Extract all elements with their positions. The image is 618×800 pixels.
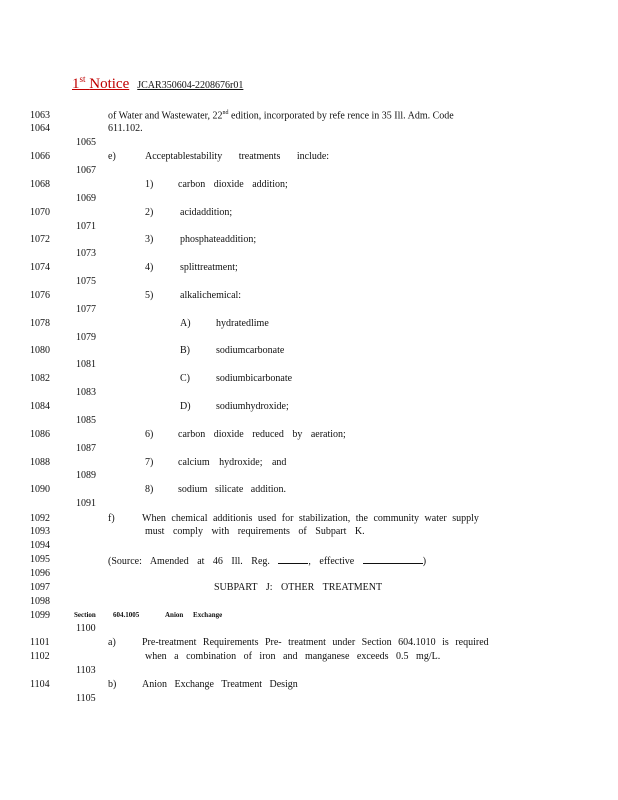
item-text: must comply with requirements of Subpart K. [145, 526, 365, 537]
item-text: Anion Exchange Treatment Design [142, 679, 298, 690]
section-title: Anion Exchange [165, 611, 223, 619]
line-number: 1097 [30, 582, 50, 593]
item-text: splittreatment; [180, 262, 238, 273]
body-line: of Water and Wastewater, 22nd edition, incorporated by refe rence in 35 Ill. Adm. Code [108, 110, 454, 122]
subitem-number: D) [180, 401, 191, 412]
line-number: 1077 [76, 304, 96, 315]
subitem-text: sodiumbicarbonate [216, 373, 293, 384]
item-label: f) [108, 513, 115, 524]
subitem-text: sodiumcarbonate [216, 345, 285, 356]
item-number: 6) [145, 429, 154, 440]
line-number: 1066 [30, 151, 50, 162]
notice-label: 1st Notice [72, 74, 130, 92]
line-number: 1103 [76, 665, 96, 676]
line-number: 1071 [76, 221, 96, 232]
line-number: 1069 [76, 193, 96, 204]
line-number: 1067 [76, 165, 96, 176]
line-number: 1099 [30, 610, 50, 621]
item-text: alkalichemical: [180, 290, 242, 301]
line-number: 1076 [30, 290, 50, 301]
line-number: 1096 [30, 568, 50, 579]
item-number: 5) [145, 290, 154, 301]
subitem-number: C) [180, 373, 190, 384]
item-text: carbon dioxide addition; [178, 179, 288, 190]
line-number: 1086 [30, 429, 50, 440]
section-number: 604.1005 [113, 611, 140, 619]
line-number: 1082 [30, 373, 50, 384]
notice-header [72, 74, 243, 93]
line-number: 1104 [30, 679, 50, 690]
line-number: 1070 [30, 207, 50, 218]
item-text: Acceptablestability treatments include: [145, 151, 330, 162]
item-text: carbon dioxide reduced by aeration; [178, 429, 346, 440]
line-number: 1087 [76, 443, 96, 454]
item-number: 7) [145, 457, 154, 468]
section-label: Section [74, 611, 96, 619]
item-number: 3) [145, 234, 154, 245]
item-number: 1) [145, 179, 154, 190]
line-number: 1095 [30, 554, 50, 565]
line-number: 1074 [30, 262, 50, 273]
item-text: Pre-treatment Requirements Pre- treatment under Section 604.1010 is required [142, 637, 489, 648]
line-number: 1073 [76, 248, 96, 259]
line-number: 1090 [30, 484, 50, 495]
item-text: calcium hydroxide; and [178, 457, 287, 468]
line-number: 1065 [76, 137, 96, 148]
item-number: 4) [145, 262, 154, 273]
item-label: a) [108, 637, 116, 648]
line-number: 1083 [76, 387, 96, 398]
line-number: 1063 [30, 110, 50, 121]
line-number: 1064 [30, 123, 50, 134]
line-number: 1093 [30, 526, 50, 537]
subitem-text: hydratedlime [216, 318, 269, 329]
item-number: 2) [145, 207, 154, 218]
item-number: 8) [145, 484, 154, 495]
line-number: 1088 [30, 457, 50, 468]
line-number: 1091 [76, 498, 96, 509]
line-number: 1080 [30, 345, 50, 356]
jcar-code: JCAR350604-2208676r01 [137, 80, 244, 91]
line-number: 1084 [30, 401, 50, 412]
line-number: 1085 [76, 415, 96, 426]
item-label: b) [108, 679, 117, 690]
item-text: phosphateaddition; [180, 234, 257, 245]
line-number: 1098 [30, 596, 50, 607]
line-number: 1072 [30, 234, 50, 245]
subitem-number: A) [180, 318, 191, 329]
line-number: 1078 [30, 318, 50, 329]
line-number: 1081 [76, 359, 96, 370]
subpart-heading: SUBPART J: OTHER TREATMENT [214, 582, 383, 593]
item-text: when a combination of iron and manganese exceeds 0.5 mg/L. [145, 651, 441, 662]
subitem-text: sodiumhydroxide; [216, 401, 289, 412]
line-number: 1105 [76, 693, 96, 704]
line-number: 1068 [30, 179, 50, 190]
body-line: 611.102. [108, 123, 143, 134]
line-number: 1101 [30, 637, 50, 648]
item-text: acidaddition; [180, 207, 233, 218]
item-text: When chemical additionis used for stabilization, the community water supply [142, 513, 479, 524]
line-number: 1094 [30, 540, 50, 551]
subitem-number: B) [180, 345, 190, 356]
line-number: 1100 [76, 623, 96, 634]
line-number: 1075 [76, 276, 96, 287]
item-label: e) [108, 151, 116, 162]
line-number: 1089 [76, 470, 96, 481]
line-number: 1102 [30, 651, 50, 662]
line-number: 1079 [76, 332, 96, 343]
line-number: 1092 [30, 513, 50, 524]
item-text: sodium silicate addition. [178, 484, 287, 495]
source-note: (Source: Amended at 46 Ill. Reg. , effective ) [108, 556, 427, 567]
